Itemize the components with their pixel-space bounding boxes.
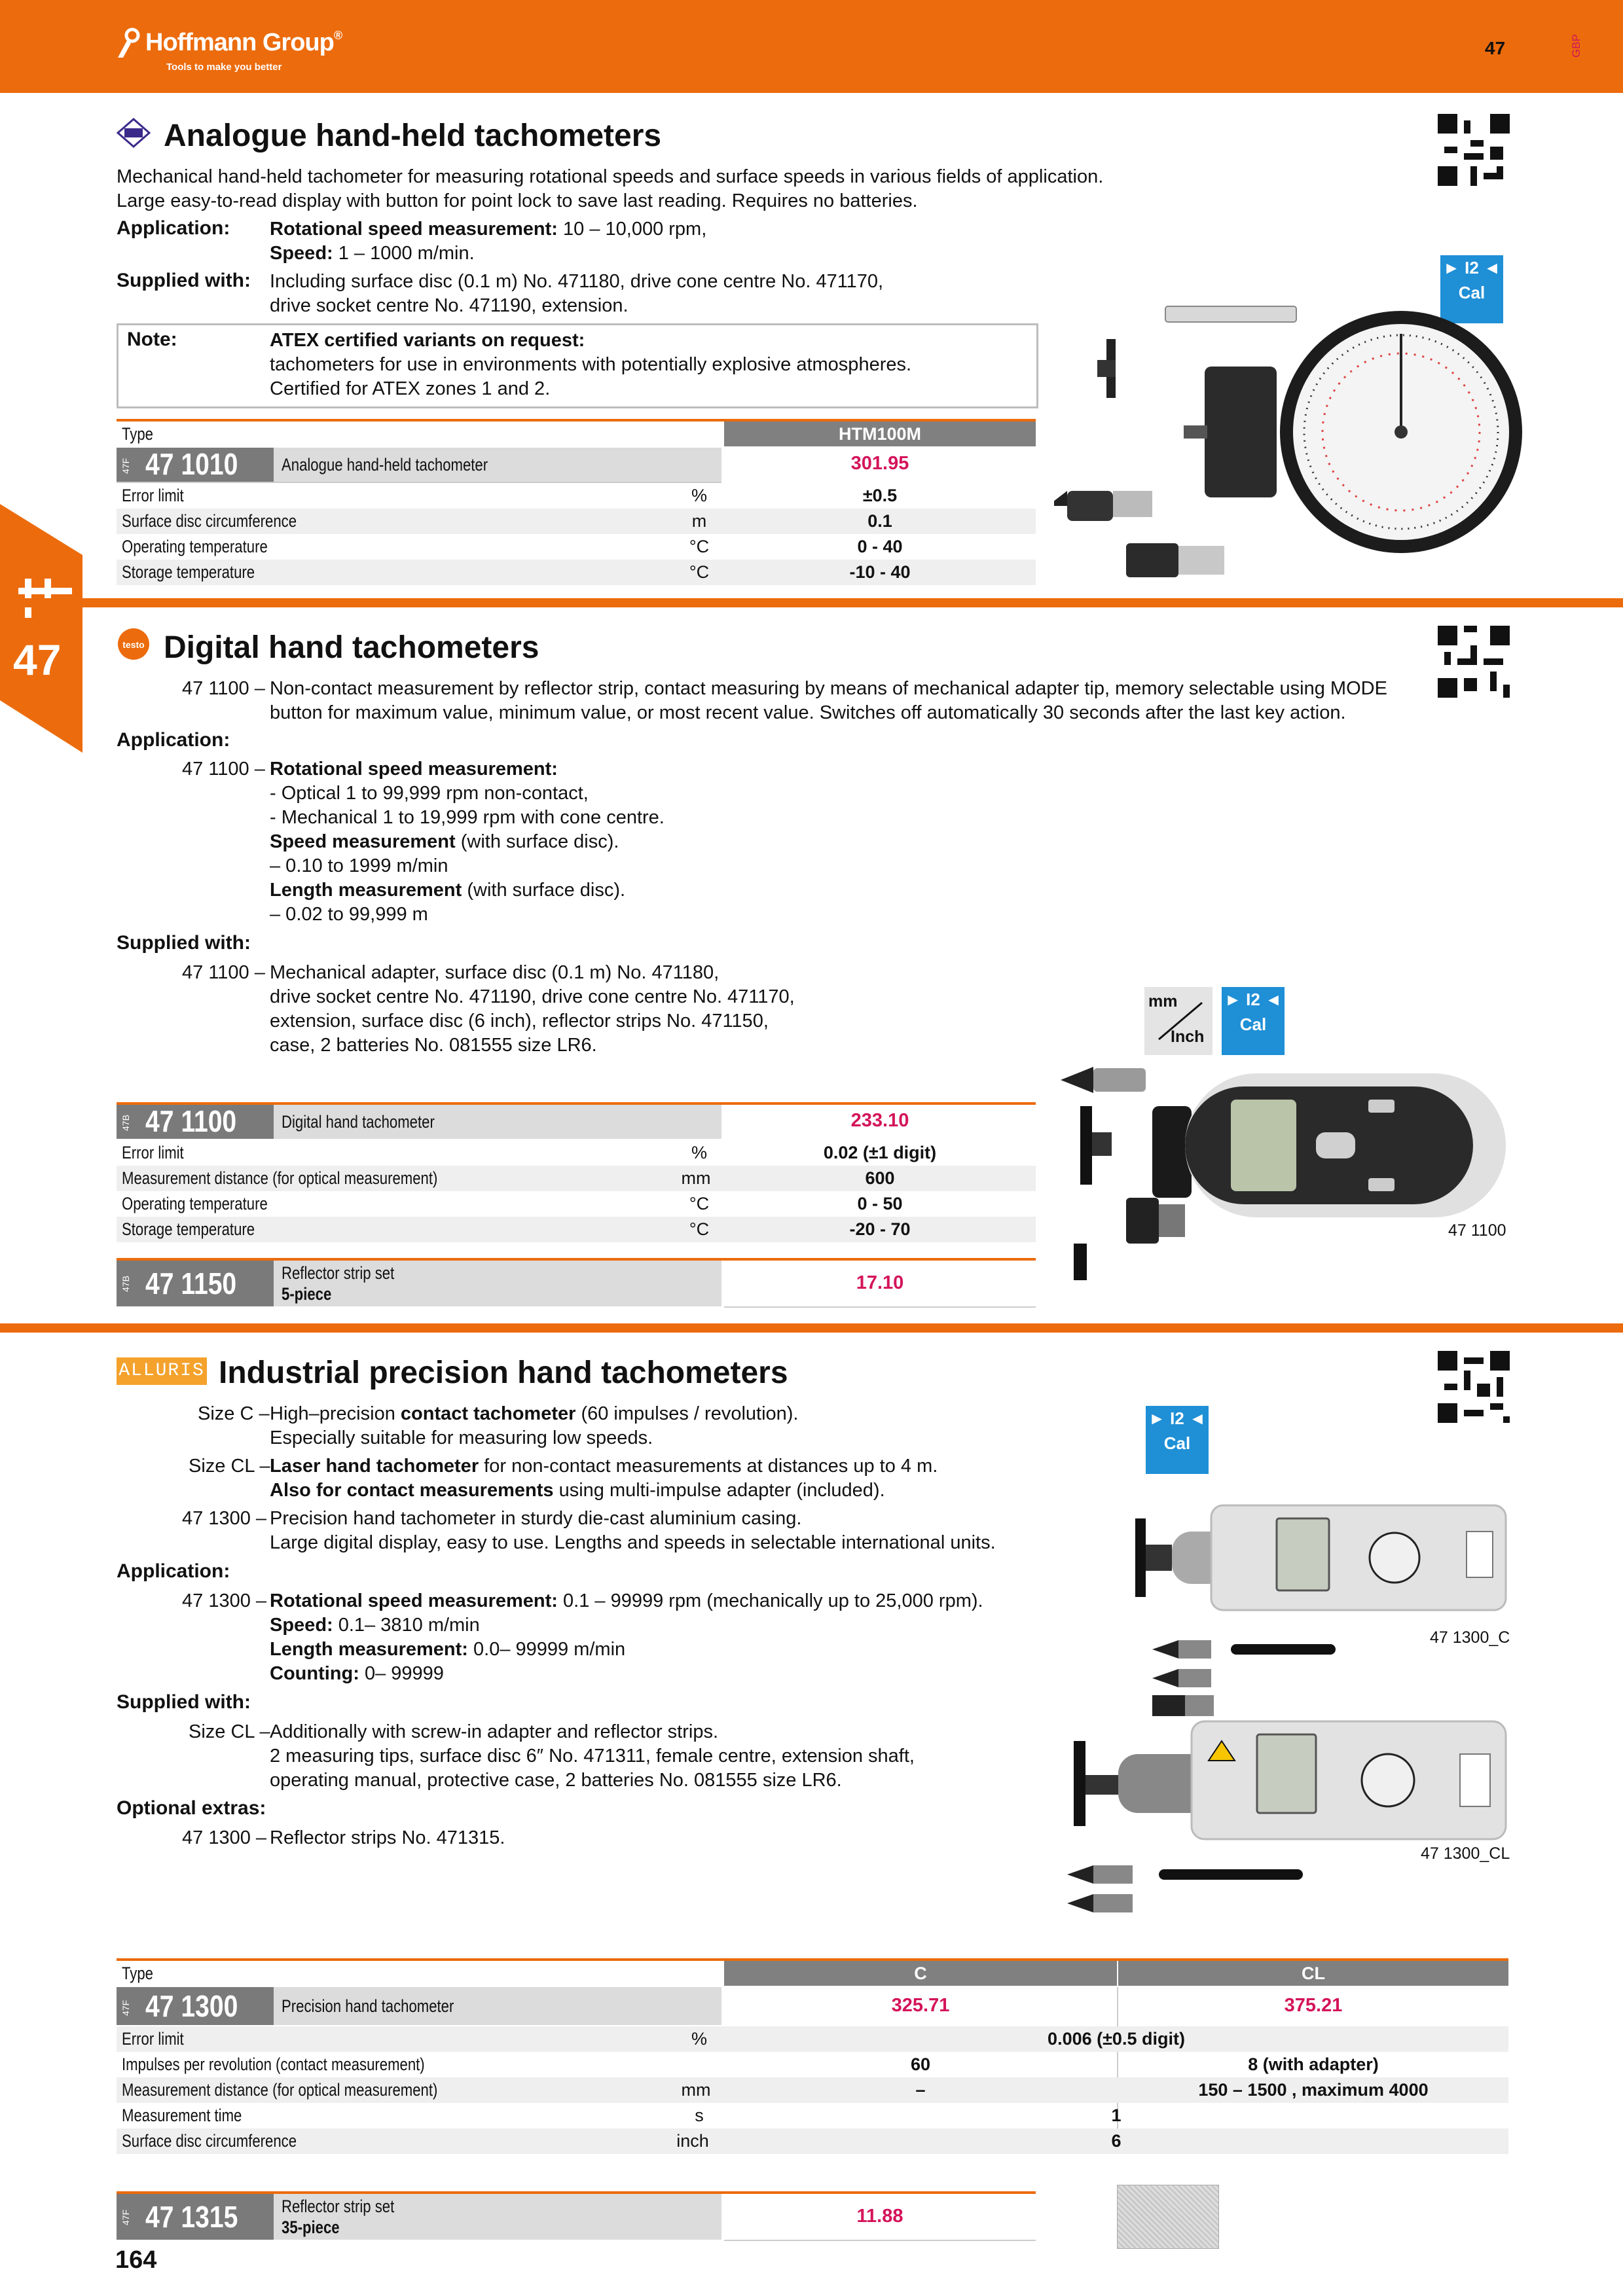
ref-471100: 47 1100 – — [182, 962, 265, 983]
reflector-strip-image — [1117, 2185, 1219, 2249]
intro-text-1: Mechanical hand-held tachometer for measuring rotational speeds and surface speeds in various fields of application. — [117, 166, 1104, 187]
analogue-tachometer-image — [1054, 295, 1525, 589]
application-line-7: – 0.02 to 99,999 m — [270, 904, 428, 925]
table-row: Operating temperature °C 0 - 40 — [122, 537, 903, 556]
ref-471100: 47 1100 – — [182, 678, 265, 699]
cal-badge-line2: Cal — [1163, 1433, 1191, 1453]
application-line-2: Speed: 0.1– 3810 m/min — [270, 1615, 480, 1636]
ref-471300: 47 1300 – — [182, 1827, 267, 1848]
table-row: Operating temperature °C 0 - 50 — [122, 1194, 903, 1213]
mm-inch-badge: mm Inch — [1144, 987, 1213, 1055]
application-line-1: Rotational speed measurement: — [270, 759, 558, 780]
table-row: Impulses per revolution (contact measurement) 60 8 (with adapter) — [122, 2054, 1379, 2074]
table-row: Error limit % 0.02 (±1 digit) — [122, 1143, 937, 1162]
note-line-1: tachometers for use in environments with potentially explosive atmospheres. — [270, 354, 912, 375]
article-description: Reflector strip set — [282, 2197, 395, 2216]
article-number: 47 1150 — [145, 1266, 237, 1300]
application-line-1: Rotational speed measurement: 10 – 10,000 rpm, — [270, 219, 707, 240]
image-caption-471300-cl: 47 1300_CL — [1421, 1844, 1510, 1863]
supplied-label: Supplied with: — [117, 270, 251, 291]
price: 301.95 — [850, 453, 909, 474]
article-number: 47 1100 — [145, 1104, 237, 1138]
table-row: Error limit % 0.006 (±0.5 digit) — [117, 2026, 1508, 2052]
price: 17.10 — [856, 1272, 904, 1293]
svg-text:testo: testo — [122, 639, 145, 650]
application-line-1: Rotational speed measurement: 0.1 – 99999 rpm (mechanically up to 25,000 rpm). — [270, 1590, 983, 1611]
article-number-block: 47F 47 1010 — [117, 448, 274, 482]
calibration-badge — [1222, 987, 1285, 1055]
note-label: Note: — [127, 329, 177, 350]
table-row: Measurement distance (for optical measurement) mm 600 — [117, 1166, 1036, 1191]
testo-badge-icon — [117, 627, 151, 661]
table-row: Storage temperature °C -10 - 40 — [117, 560, 1036, 585]
table-row: Measurement distance (for optical measurement) mm – 150 – 1500 , maximum 4000 — [117, 2077, 1508, 2103]
application-label: Application: — [117, 217, 230, 239]
article-number: 47 1300 — [145, 1989, 238, 2023]
supplied-line-1: Mechanical adapter, surface disc (0.1 m) No. 471180, — [270, 962, 720, 983]
cal-badge-line1: ► I2 ◄ — [1443, 258, 1501, 278]
note-title: ATEX certified variants on request: — [270, 330, 585, 351]
digital-tachometer-image — [1054, 1060, 1512, 1289]
article-number: 47 1315 — [145, 2200, 238, 2234]
imbuss-badge-icon — [117, 118, 151, 147]
application-line-3: - Mechanical 1 to 19,999 rpm with cone centre. — [270, 807, 665, 828]
qr-code-icon[interactable] — [1438, 114, 1510, 186]
ref-size-c: Size C – — [198, 1403, 270, 1424]
cal-badge-line2: Cal — [1239, 1014, 1267, 1034]
table-row: Measurement time s 1 — [122, 2106, 1122, 2125]
supplied-line-1: Including surface disc (0.1 m) No. 471180, drive cone centre No. 471170, — [270, 271, 884, 292]
supplied-line-4: case, 2 batteries No. 081555 size LR6. — [270, 1035, 597, 1056]
article-description: Reflector strip set — [282, 1263, 395, 1283]
ref-size-cl: Size CL – — [189, 1456, 270, 1477]
section-title-analogue: Analogue hand-held tachometers — [164, 118, 662, 153]
qr-code-icon[interactable] — [1438, 626, 1510, 698]
col-header-htm100m: HTM100M — [724, 422, 1036, 446]
currency-label: GBP — [1570, 34, 1582, 58]
supplied-line-1: Additionally with screw-in adapter and reflector strips. — [270, 1721, 719, 1742]
article-description-2: 5-piece — [282, 1284, 332, 1304]
page-number-top: 47 — [1485, 38, 1506, 58]
article-number-block: 47B 47 1100 — [117, 1105, 274, 1139]
article-number-block: 47F 47 1300 — [117, 1987, 274, 2025]
cal-badge-line1: ► I2 ◄ — [1148, 1408, 1206, 1428]
cal-badge-line2: Cal — [1458, 283, 1486, 302]
supplied-label: Supplied with: — [117, 1691, 251, 1713]
type-label: Type — [122, 424, 154, 444]
table-row: Surface disc circumference m 0.1 — [117, 509, 1036, 534]
supplied-line-3: operating manual, protective case, 2 batteries No. 081555 size LR6. — [270, 1770, 842, 1791]
size-cl-line-2: Also for contact measurements using multi-impulse adapter (included). — [270, 1480, 885, 1501]
price-cl: 375.21 — [1284, 1995, 1343, 2016]
ref-471300: 47 1300 – — [182, 1508, 267, 1529]
size-cl-line-1: Laser hand tachometer for non-contact measurements at distances up to 4 m. — [270, 1456, 938, 1477]
section-title-industrial: Industrial precision hand tachometers — [219, 1355, 788, 1390]
calibration-badge — [1146, 1406, 1209, 1474]
optional-line-1: Reflector strips No. 471315. — [270, 1827, 505, 1848]
supplied-line-2: drive socket centre No. 471190, extension. — [270, 295, 629, 316]
application-line-6: Length measurement (with surface disc). — [270, 880, 626, 901]
col-header-c: C — [724, 1961, 1117, 1986]
supplied-line-2: drive socket centre No. 471190, drive cone centre No. 471170, — [270, 986, 795, 1007]
article-description: Analogue hand-held tachometer — [282, 455, 488, 475]
section-title-digital: Digital hand tachometers — [164, 630, 539, 665]
qr-code-icon[interactable] — [1438, 1351, 1510, 1423]
table-row: Storage temperature °C -20 - 70 — [117, 1217, 1036, 1242]
article-description: Precision hand tachometer — [282, 1996, 454, 2016]
image-caption-471300-c: 47 1300_C — [1430, 1628, 1510, 1647]
description-line-2: Large digital display, easy to use. Lengths and speeds in selectable international units. — [270, 1532, 996, 1553]
ref-471300: 47 1300 – — [182, 1590, 267, 1611]
price: 233.10 — [850, 1110, 909, 1131]
alluris-badge: ALLURIS — [117, 1357, 207, 1385]
application-line-2: Speed: 1 – 1000 m/min. — [270, 243, 475, 264]
supplied-line-2: 2 measuring tips, surface disc 6″ No. 471311, female centre, extension shaft, — [270, 1746, 915, 1767]
article-description: Digital hand tachometer — [282, 1112, 435, 1132]
page-number-bottom: 164 — [115, 2246, 157, 2274]
price-c: 325.71 — [891, 1995, 950, 2016]
size-c-line-1: High–precision contact tachometer (60 impulses / revolution). — [270, 1403, 799, 1424]
note-line-2: Certified for ATEX zones 1 and 2. — [270, 378, 551, 399]
hoffmann-logo-icon — [115, 26, 140, 60]
application-line-4: Counting: 0– 99999 — [270, 1663, 444, 1684]
supplied-label: Supplied with: — [117, 932, 251, 954]
precision-tachometer-cl-image — [1061, 1715, 1519, 1924]
supplied-line-3: extension, surface disc (6 inch), reflector strips No. 471150, — [270, 1011, 769, 1031]
brand-tagline: Tools to make you better — [166, 62, 282, 73]
table-row: Error limit % ±0.5 — [122, 486, 898, 505]
ref-size-cl: Size CL – — [189, 1721, 270, 1742]
table-row: Surface disc circumference inch 6 — [117, 2128, 1508, 2154]
application-line-4: Speed measurement (with surface disc). — [270, 831, 619, 852]
intro-text-2: Large easy-to-read display with button for point lock to save last reading. Requires no batteries. — [117, 190, 918, 211]
description-line-1: Precision hand tachometer in sturdy die-cast aluminium casing. — [270, 1508, 802, 1529]
article-number: 47 1010 — [145, 447, 238, 481]
article-description-2: 35-piece — [282, 2217, 340, 2237]
brand-name: Hoffmann Group® — [145, 29, 342, 56]
ref-471100: 47 1100 – — [182, 759, 265, 780]
intro-text-1: Non-contact measurement by reflector strip, contact measuring by means of mechanical adapter tip, memory selectable using MODE — [270, 678, 1387, 699]
application-label: Application: — [117, 729, 230, 751]
chapter-number: 47 — [13, 636, 62, 684]
section-divider — [0, 598, 1623, 607]
application-line-5: – 0.10 to 1999 m/min — [270, 855, 448, 876]
cal-badge-line1: ► I2 ◄ — [1224, 990, 1282, 1009]
section-divider — [0, 1323, 1623, 1333]
type-label: Type — [122, 1964, 154, 1983]
price: 11.88 — [856, 2206, 903, 2227]
precision-tachometer-c-image — [1126, 1492, 1519, 1721]
col-header-cl: CL — [1118, 1961, 1508, 1986]
application-label: Application: — [117, 1560, 230, 1582]
article-number-block: 47F 47 1315 — [117, 2194, 274, 2240]
chapter-tab — [0, 504, 82, 753]
application-line-3: Length measurement: 0.0– 99999 m/min — [270, 1639, 626, 1660]
application-line-2: - Optical 1 to 99,999 rpm non-contact, — [270, 783, 589, 804]
image-caption-471100: 47 1100 — [1448, 1221, 1506, 1240]
size-c-line-2: Especially suitable for measuring low speeds. — [270, 1427, 653, 1448]
optional-label: Optional extras: — [117, 1797, 266, 1819]
article-number-block: 47B 47 1150 — [117, 1261, 274, 1306]
intro-text-2: button for maximum value, minimum value, or most recent value. Switches off automatically 30 seconds after the last key action. — [270, 702, 1346, 723]
